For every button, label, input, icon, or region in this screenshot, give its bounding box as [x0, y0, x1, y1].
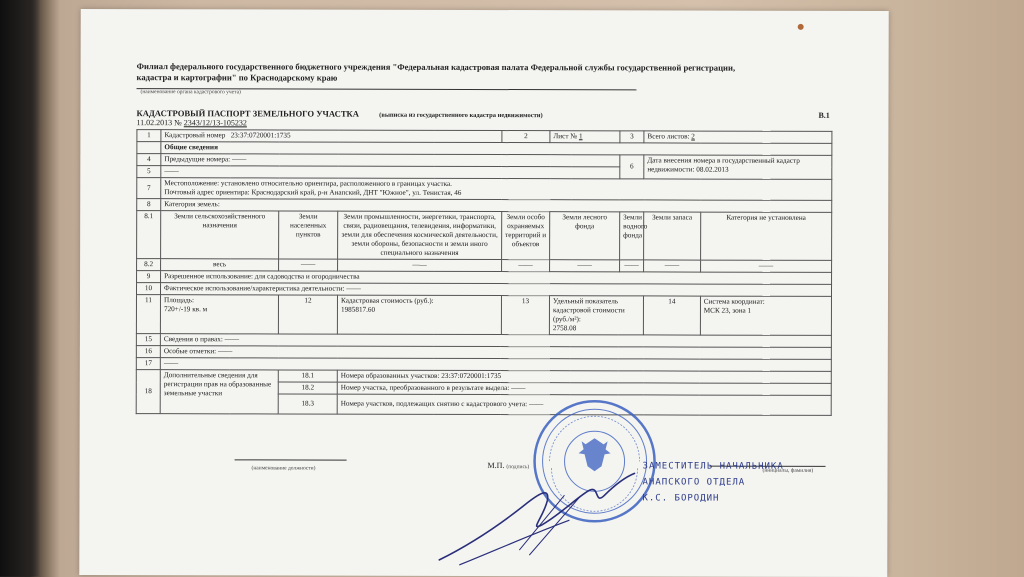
rights-info-value: —— — [224, 335, 240, 344]
sheet-value: 1 — [578, 132, 583, 141]
total-sheets-cell — [644, 131, 832, 143]
transformed-parcel-value: —— — [511, 384, 526, 393]
row-num: 9 — [137, 271, 161, 283]
row-num: 1 — [137, 130, 161, 142]
row-num: 18.2 — [278, 382, 337, 394]
row-num: 11 — [136, 295, 160, 334]
category-col: Земли сельскохозяйственного назначения — [161, 211, 279, 259]
unit-cost-value: 2758.08 — [552, 324, 577, 333]
removed-parcels-value: —— — [528, 400, 544, 409]
row-num: 12 — [278, 295, 337, 334]
row-num: 17 — [136, 358, 160, 370]
sheet-label: Лист № — [553, 132, 578, 141]
document-date — [136, 118, 246, 127]
pin-mark — [798, 24, 804, 30]
org-caption: (наименование органа кадастрового учета) — [140, 89, 241, 96]
entry-date-cell — [644, 155, 832, 179]
actual-use-value: —— — [346, 284, 361, 293]
stamp-line-2: АНАПСКОГО ОТДЕЛА — [642, 477, 746, 488]
unit-cost-label: Удельный показатель кадастровой стоимости (руб./м²): — [552, 297, 625, 324]
stamp-line-1: ЗАМЕСТИТЕЛЬ НАЧАЛЬНИКА — [642, 461, 784, 472]
category-value: —— — [502, 260, 550, 272]
row-num: 16 — [136, 346, 160, 358]
actual-use-label: Фактическое использование/характеристика деятельности: — [164, 284, 345, 293]
signature-caption: (подпись) — [506, 464, 530, 471]
category-value: —— — [620, 260, 644, 272]
previous-numbers-value: —— — [231, 155, 247, 164]
position-caption: (наименование должности) — [251, 465, 316, 472]
coordinate-system-label: Система координат: — [703, 297, 765, 306]
row-num: 14 — [643, 296, 700, 335]
cadastral-number-value: 23:37:0720001:1735 — [230, 131, 291, 140]
location-line-1: Местоположение: установлено относительно ориентира, расположенного в границах участка. — [164, 179, 452, 188]
title-main: КАДАСТРОВЫЙ ПАСПОРТ ЗЕМЕЛЬНОГО УЧАСТКА — [136, 108, 360, 119]
row-num: 10 — [136, 283, 160, 295]
formed-parcels: Номера образованных участков: 23:37:0720001:1735 — [337, 370, 831, 383]
row-num: 3 — [620, 131, 644, 143]
row-num: 7 — [137, 178, 161, 199]
land-category-label: Категория земель: — [161, 199, 832, 213]
permitted-use: Разрешенное использование: для садоводства и огородничества — [161, 271, 832, 285]
special-notes-value: —— — [217, 347, 233, 356]
total-sheets-value: 2 — [691, 132, 695, 141]
organization-header — [137, 61, 827, 85]
transformed-parcel-label: Номер участка, преобразованного в результате выдела: — [340, 383, 510, 393]
org-line-1: Филиал федерального государственного бюджетного учреждения "Федеральная кадастровая палата Федеральной службы государственной регистрации, — [136, 61, 736, 73]
name-caption: (инициалы, фамилия) — [762, 467, 814, 474]
entry-date-text-2: недвижимости: 08.02.2013 — [647, 165, 729, 174]
cadastral-cost-label: Кадастровая стоимость (руб.): — [341, 296, 434, 305]
category-col: Земли особо охраняемых территорий и объектов — [502, 212, 550, 260]
category-col: Земли населенных пунктов — [279, 211, 338, 259]
stamp-line-3: К.С. БОРОДИН — [642, 493, 720, 504]
form-code: В.1 — [818, 110, 830, 120]
area-value: 720+/-19 кв. м — [163, 305, 208, 314]
coordinate-system-value: МСК 23, зона 1 — [703, 306, 752, 315]
coordinate-system-cell — [700, 296, 831, 335]
row-5-value: —— — [161, 166, 620, 179]
row-7 — [137, 178, 832, 201]
row-17-value: —— — [160, 358, 831, 372]
unit-cost-cell — [549, 296, 643, 335]
row-18-1 — [136, 370, 831, 384]
row-num: 13 — [501, 296, 549, 335]
row-num: 5 — [137, 166, 161, 178]
row-11 — [136, 295, 831, 336]
previous-numbers-label: Предыдущие номера: — [164, 155, 231, 164]
category-col: Земли промышленности, энергетики, транспорта, связи, радиовещания, телевидения, информатики, земли для обеспечения космической деятельности, земли обороны, безопасности и земли иного специального назначения — [338, 211, 502, 259]
cadastral-cost-cell — [337, 295, 501, 334]
row-num: 8.2 — [137, 259, 161, 271]
cadastral-cost-value: 1985817.60 — [340, 305, 376, 314]
cadastral-number-cell — [161, 130, 502, 143]
category-col: Земли водного фонда — [620, 212, 644, 260]
category-value: —— — [338, 259, 502, 271]
desk-edge-shadow — [0, 0, 40, 576]
location-cell — [161, 178, 832, 201]
handwritten-signature-icon — [429, 465, 649, 576]
position-line — [235, 459, 347, 460]
category-value: —— — [279, 259, 338, 271]
stamp-text — [642, 458, 783, 506]
row-num: 15 — [136, 334, 160, 346]
total-sheets-label: Всего листов: — [647, 132, 690, 141]
area-cell — [160, 295, 278, 334]
area-label: Площадь: — [164, 296, 195, 305]
postal-address: Почтовый адрес ориентира: Краснодарский край, р-н Анапский, ДНТ "Южное", ул. Тенистая, 46 — [164, 188, 462, 197]
document-number: 2343/12/13-105232 — [183, 118, 247, 128]
org-line-2: кадастра и картографии" по Краснодарскому краю — [136, 72, 338, 83]
document-sheet — [79, 9, 888, 577]
seal-place-label: М.П. — [487, 461, 505, 471]
category-col: Категория не установлена — [700, 212, 831, 260]
row-num: 18.3 — [278, 394, 337, 414]
removed-parcels-label: Номера участков, подлежащих снятию с кадастрового учета: — [340, 399, 528, 409]
entry-date-text-1: Дата внесения номера в государственный кадастр — [647, 156, 800, 165]
row-8-1 — [137, 211, 832, 261]
category-value: весь — [161, 259, 279, 271]
row-num: 4 — [137, 154, 161, 166]
sheet-cell — [550, 131, 620, 143]
row-num: 18 — [136, 370, 160, 414]
title-sub: (выписка из государственного кадастра недвижимости) — [379, 111, 543, 120]
category-col: Земли лесного фонда — [550, 212, 620, 260]
row-num: 8.1 — [137, 211, 161, 259]
row-num: 8 — [137, 199, 161, 211]
cadastral-number-label: Кадастровый номер — [164, 131, 226, 140]
row-num: 6 — [620, 155, 644, 179]
category-value: —— — [550, 260, 620, 272]
additional-info-label: Дополнительные сведения для регистрации прав на образованные земельные участки — [160, 370, 278, 414]
category-col: Земли запаса — [644, 212, 701, 260]
row-num: 18.1 — [278, 370, 337, 382]
category-value: —— — [644, 260, 701, 272]
rights-info-label: Сведения о правах: — [163, 335, 223, 344]
cadastral-table — [136, 129, 833, 416]
date-prefix: 11.02.2013 № — [136, 118, 182, 128]
general-info-heading: Общие сведения — [161, 142, 832, 156]
category-value: —— — [700, 260, 831, 272]
special-notes-label: Особые отметки: — [163, 347, 217, 356]
row-num: 2 — [502, 131, 550, 143]
